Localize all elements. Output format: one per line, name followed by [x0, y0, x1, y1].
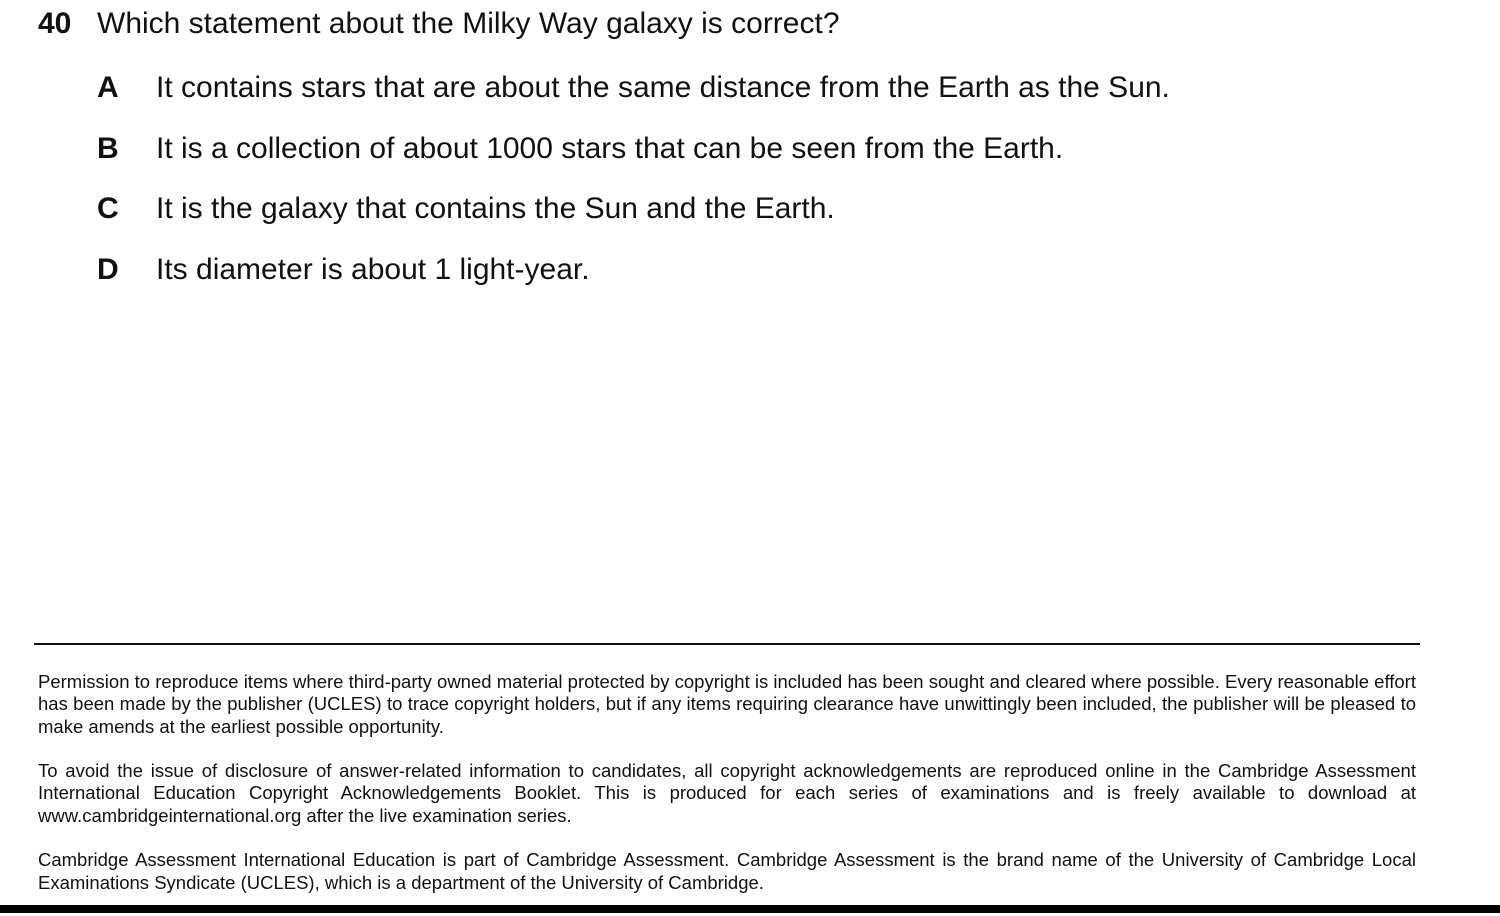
option-b	[97, 131, 1397, 192]
footer-ucles-paragraph: Cambridge Assessment International Education is part of Cambridge Assessment. Cambridge Assessment is the brand name of the University of Cambridge Local Examinations Syndicate (UCLES), which is a department of the University of Cambridge.	[38, 849, 1416, 893]
answer-options	[97, 70, 1397, 312]
footer-divider	[34, 643, 1420, 645]
option-text: It contains stars that are about the same distance from the Earth as the Sun.	[156, 71, 1170, 104]
question-stem: Which statement about the Milky Way galaxy is correct?	[97, 7, 840, 40]
option-letter: C	[97, 192, 119, 225]
question-block	[38, 6, 1418, 42]
option-d	[97, 252, 1397, 313]
copyright-footer	[38, 671, 1416, 916]
footer-permission-paragraph: Permission to reproduce items where third-party owned material protected by copyright is included has been sought and cleared where possible. Every reasonable effort has been made by the publisher (UCLES) to trace copyright holders, but if any items requiring clearance have unwittingly been included, the publisher will be pleased to make amends at the earliest possible opportunity.	[38, 671, 1416, 737]
option-text: It is the galaxy that contains the Sun and the Earth.	[156, 192, 835, 225]
page-bottom-bar	[0, 905, 1500, 913]
question-number: 40	[38, 7, 72, 40]
option-letter: A	[97, 71, 119, 104]
option-letter: B	[97, 131, 119, 165]
option-letter: D	[97, 252, 119, 286]
option-text: Its diameter is about 1 light-year.	[156, 252, 590, 286]
option-c	[97, 191, 1397, 252]
option-text: It is a collection of about 1000 stars that can be seen from the Earth.	[156, 131, 1064, 165]
question-header	[38, 6, 1418, 42]
footer-acknowledgements-paragraph: To avoid the issue of disclosure of answer-related information to candidates, all copyright acknowledgements are reproduced online in the Cambridge Assessment International Education Copyright Acknowledgements Booklet. This is produced for each series of examinations and is freely available to download at www.cambridgeinternational.org after the live examination series.	[38, 760, 1416, 826]
option-a	[97, 70, 1397, 131]
